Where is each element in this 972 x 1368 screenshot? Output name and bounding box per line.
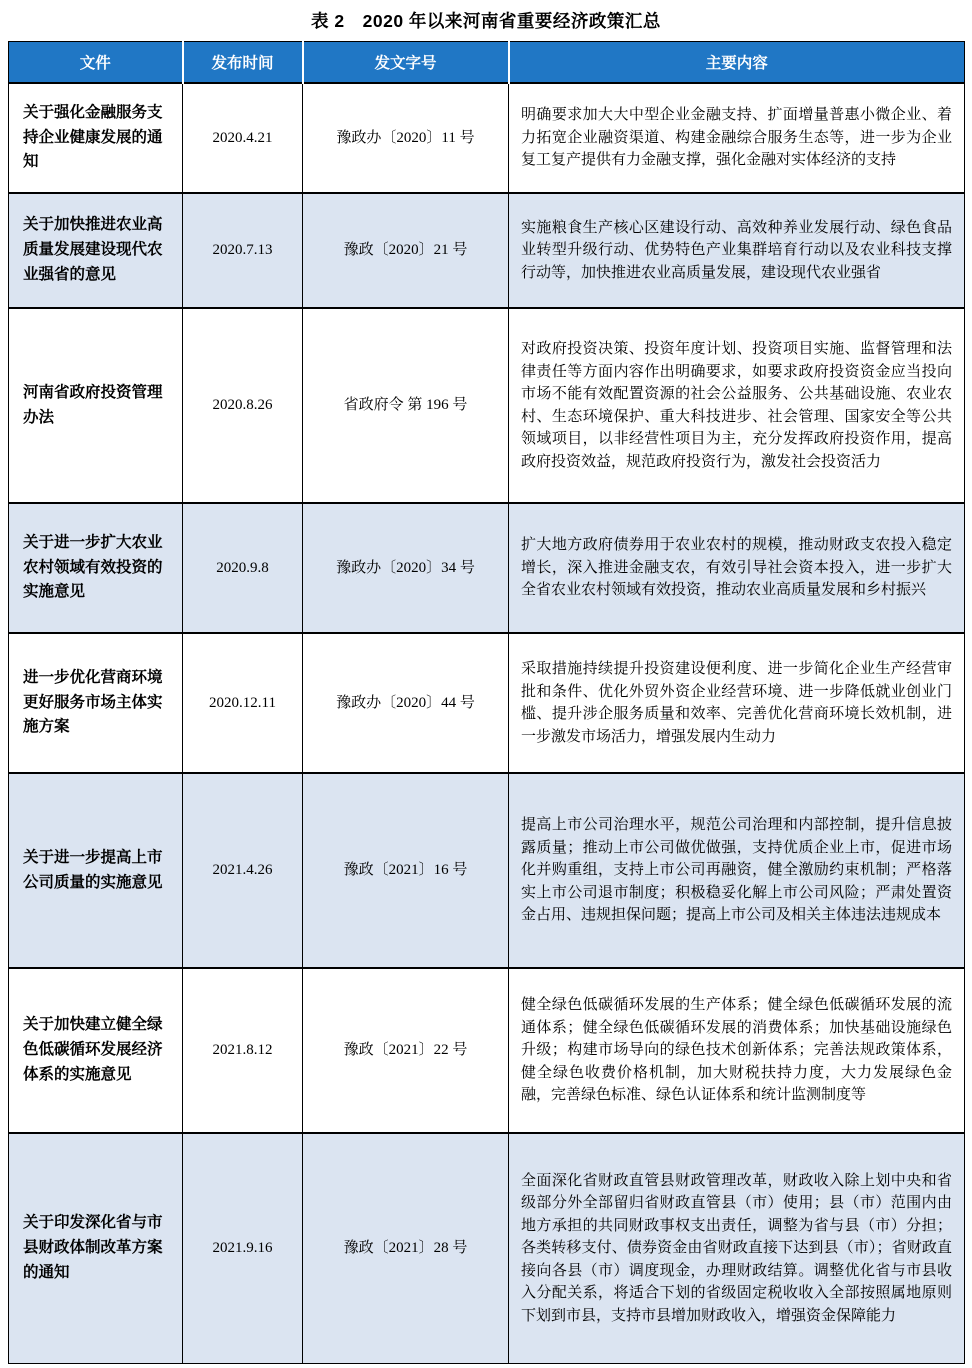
table-row — [9, 193, 965, 308]
header-content: 主要内容 — [509, 42, 965, 84]
cell-content: 全面深化省财政直管县财政管理改革，财政收入除上划中央和省级部分外全部留归省财政直管县（市）使用；县（市）范围内由地方承担的共同财政事权支出责任，调整为省与县（市）分担；各类转移支付、债券资金由省财政直接下达到县（市）；省财政直接向各县（市）调度现金，办理财政结算。调整优化省与市县收入分配关系，将适合下划的省级固定税收收入全部按照属地原则下划到市县，支持市县增加财政收入，增强资金保障能力 — [509, 1133, 965, 1363]
table-row — [9, 83, 965, 193]
header-docno: 发文字号 — [303, 42, 509, 84]
table-row — [9, 773, 965, 968]
cell-content: 提高上市公司治理水平，规范公司治理和内部控制，提升信息披露质量；推动上市公司做优做强，支持优质企业上市，促进市场化并购重组，支持上市公司再融资，健全激励约束机制；严格落实上市公司退市制度；积极稳妥化解上市公司风险；严肃处置资金占用、违规担保问题；提高上市公司及相关主体违法违规成本 — [509, 773, 965, 968]
cell-docno: 豫政〔2021〕16 号 — [303, 773, 509, 968]
policy-table — [8, 41, 965, 1364]
table-row — [9, 503, 965, 633]
table-body — [9, 83, 965, 1363]
cell-file: 关于强化金融服务支持企业健康发展的通知 — [9, 83, 183, 193]
cell-content: 对政府投资决策、投资年度计划、投资项目实施、监督管理和法律责任等方面内容作出明确要求，如要求政府投资资金应当投向市场不能有效配置资源的社会公益服务、公共基础设施、农业农村、生态环境保护、重大科技进步、社会管理、国家安全等公共领域项目，以非经营性项目为主，充分发挥政府投资作用，提高政府投资效益，规范政府投资行为，激发社会投资活力 — [509, 308, 965, 503]
cell-file: 关于进一步扩大农业农村领域有效投资的实施意见 — [9, 503, 183, 633]
cell-content: 明确要求加大大中型企业金融支持、扩面增量普惠小微企业、着力拓宽企业融资渠道、构建金融综合服务生态等，进一步为企业复工复产提供有力金融支撑，强化金融对实体经济的支持 — [509, 83, 965, 193]
cell-file: 关于加快建立健全绿色低碳循环发展经济体系的实施意见 — [9, 968, 183, 1133]
header-file: 文件 — [9, 42, 183, 84]
table-row — [9, 308, 965, 503]
cell-content: 扩大地方政府债券用于农业农村的规模，推动财政支农投入稳定增长，深入推进金融支农，有效引导社会资本投入，进一步扩大全省农业农村领域有效投资，推动农业高质量发展和乡村振兴 — [509, 503, 965, 633]
cell-content: 采取措施持续提升投资建设便利度、进一步简化企业生产经营审批和条件、优化外贸外资企业经营环境、进一步降低就业创业门槛、提升涉企服务质量和效率、完善优化营商环境长效机制，进一步激发市场活力，增强发展内生动力 — [509, 633, 965, 773]
cell-docno: 豫政〔2021〕28 号 — [303, 1133, 509, 1363]
cell-date: 2020.8.26 — [183, 308, 303, 503]
cell-docno: 豫政〔2020〕21 号 — [303, 193, 509, 308]
table-row — [9, 968, 965, 1133]
table-title: 表 2 2020 年以来河南省重要经济政策汇总 — [311, 11, 661, 31]
cell-content: 健全绿色低碳循环发展的生产体系；健全绿色低碳循环发展的流通体系；健全绿色低碳循环发展的消费体系；加快基础设施绿色升级；构建市场导向的绿色技术创新体系；完善法规政策体系，健全绿色收费价格机制，加大财税扶持力度，大力发展绿色金融，完善绿色标准、绿色认证体系和统计监测制度等 — [509, 968, 965, 1133]
table-header — [9, 42, 965, 84]
cell-docno: 豫政办〔2020〕44 号 — [303, 633, 509, 773]
cell-docno: 豫政〔2021〕22 号 — [303, 968, 509, 1133]
cell-date: 2020.9.8 — [183, 503, 303, 633]
cell-date: 2020.4.21 — [183, 83, 303, 193]
cell-file: 进一步优化营商环境更好服务市场主体实施方案 — [9, 633, 183, 773]
table-row — [9, 633, 965, 773]
cell-date: 2021.8.12 — [183, 968, 303, 1133]
cell-date: 2020.12.11 — [183, 633, 303, 773]
cell-file: 关于进一步提高上市公司质量的实施意见 — [9, 773, 183, 968]
cell-docno: 豫政办〔2020〕11 号 — [303, 83, 509, 193]
cell-file: 关于印发深化省与市县财政体制改革方案的通知 — [9, 1133, 183, 1363]
cell-file: 河南省政府投资管理办法 — [9, 308, 183, 503]
cell-docno: 豫政办〔2020〕34 号 — [303, 503, 509, 633]
cell-content: 实施粮食生产核心区建设行动、高效种养业发展行动、绿色食品业转型升级行动、优势特色产业集群培育行动以及农业科技支撑行动等，加快推进农业高质量发展，建设现代农业强省 — [509, 193, 965, 308]
cell-docno: 省政府令 第 196 号 — [303, 308, 509, 503]
header-row — [9, 42, 965, 84]
cell-date: 2021.4.26 — [183, 773, 303, 968]
header-date: 发布时间 — [183, 42, 303, 84]
cell-date: 2020.7.13 — [183, 193, 303, 308]
cell-file: 关于加快推进农业高质量发展建设现代农业强省的意见 — [9, 193, 183, 308]
cell-date: 2021.9.16 — [183, 1133, 303, 1363]
table-row — [9, 1133, 965, 1363]
